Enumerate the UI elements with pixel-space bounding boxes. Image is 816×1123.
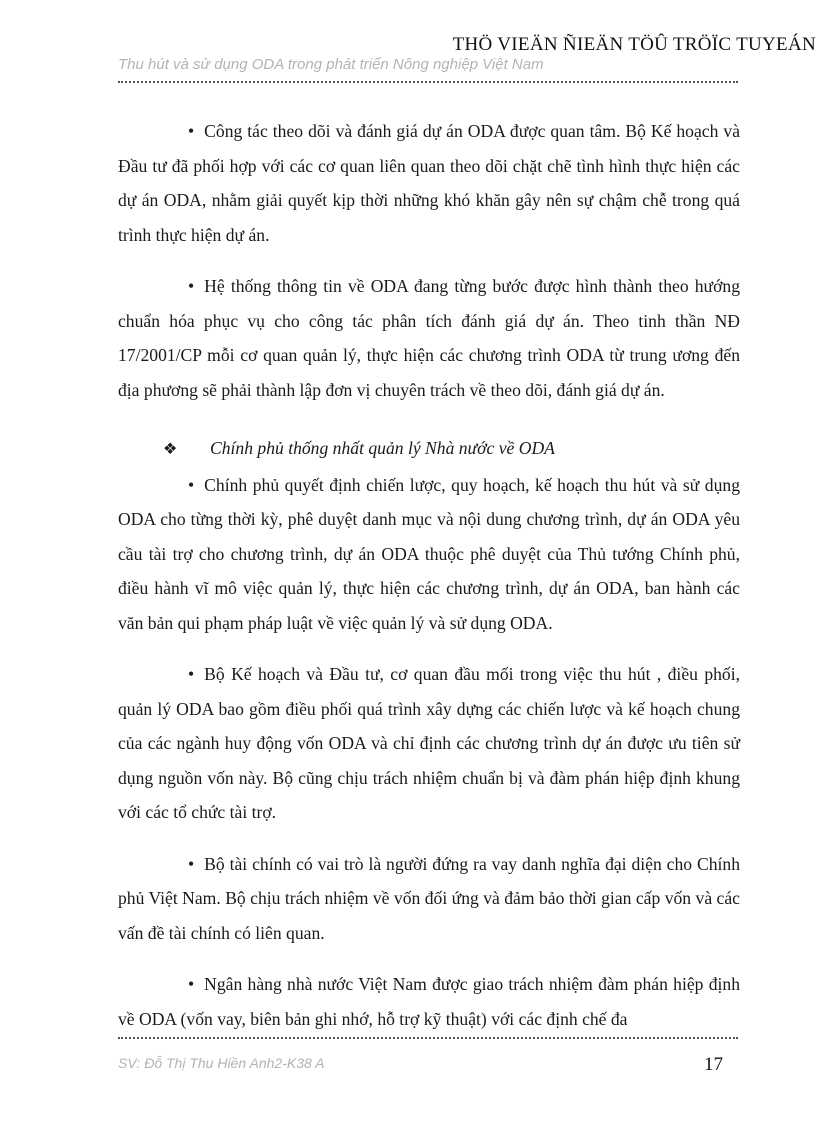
page-number: 17 [704,1054,723,1075]
bullet-icon: • [188,664,195,684]
paragraph: • Bộ Kế hoạch và Đầu tư, cơ quan đầu mối trong việc thu hút , điều phối, quản lý ODA bao gồm điều phối quá trình xây dựng các chiến lược và kế hoạch chung của các ngành huy động vốn ODA và chỉ định các chương trình dự án được ưu tiên sử dụng nguồn vốn này. Bộ cũng chịu trách nhiệm chuẩn bị và đàm phán hiệp định khung với các tổ chức tài trợ. [118,664,740,822]
section-heading: ❖ Chính phủ thống nhất quản lý Nhà nước về ODA [118,431,740,468]
paragraph: • Công tác theo dõi và đánh giá dự án ODA được quan tâm. Bộ Kế hoạch và Đầu tư đã phối hợp với các cơ quan liên quan theo dõi chặt chẽ tình hình thực hiện các dự án ODA, nhằm giải quyết kịp thời những khó khăn gây nên sự chậm chễ trong quá trình thực hiện dự án. [118,121,740,245]
footer-divider [118,1037,738,1039]
paragraph: • Bộ tài chính có vai trò là người đứng ra vay danh nghĩa đại diện cho Chính phủ Việt Nam. Bộ chịu trách nhiệm về vốn đối ứng và đảm bảo thời gian cấp vốn và các vấn đề tài chính có liên quan. [118,853,740,943]
bullet-icon: • [188,276,195,296]
paragraph: • Ngân hàng nhà nước Việt Nam được giao trách nhiệm đàm phán hiệp định về ODA (vốn vay, biên bản ghi nhớ, hỗ trợ kỹ thuật) với các định chế đa [118,974,740,1029]
bullet-icon: • [188,974,195,994]
bullet-icon: • [188,121,195,141]
diamond-bullet-icon: ❖ [163,441,178,458]
paragraph: • Hệ thống thông tin về ODA đang từng bước được hình thành theo hướng chuẩn hóa phục vụ cho công tác phân tích đánh giá dự án. Theo tinh thần NĐ 17/2001/CP mỗi cơ quan quản lý, thực hiện các chương trình ODA từ trung ương đến địa phương sẽ phải thành lập đơn vị chuyên trách về theo dõi, đánh giá dự án. [118,276,740,400]
running-title: Thu hút và sử dụng ODA trong phát triển Nông nghiệp Việt Nam [118,56,544,73]
document-body [118,114,740,1036]
header-divider [118,81,738,83]
bullet-icon: • [188,474,195,495]
library-watermark: THÖ VIEÄN ÑIEÄN TÖÛ TRÖÏC TUYEÁN [452,34,816,55]
bullet-icon: • [188,853,195,874]
paragraph: • Chính phủ quyết định chiến lược, quy hoạch, kế hoạch thu hút và sử dụng ODA cho từng thời kỳ, phê duyệt danh mục và nội dung chương trình, dự án ODA yêu cầu tài trợ cho chương trình, dự án ODA thuộc phê duyệt của Thủ tướng Chính phủ, điều hành vĩ mô việc quản lý, thực hiện các chương trình, dự án ODA, ban hành các văn bản qui phạm pháp luật về việc quản lý và sử dụng ODA. [118,474,740,633]
footer-author: SV: Đỗ Thị Thu Hiền Anh2-K38 A [118,1055,325,1071]
